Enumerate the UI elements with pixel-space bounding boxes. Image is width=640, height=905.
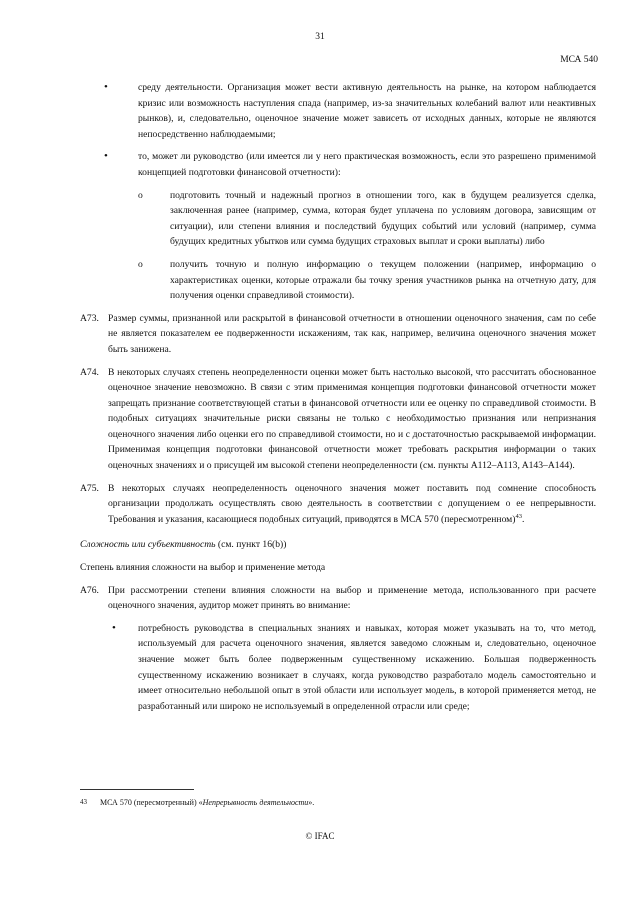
subheading: Степень влияния сложности на выбор и применение метода (80, 562, 326, 574)
footnote-divider (80, 789, 194, 790)
list-item-text: среду деятельности. Организация может вести активную деятельность на рынке, на котором наблюдается кризис или возможность наступления спада (например, из-за значительных колебаний валют или неактивных рынков), и, следовательно, оценочное значение может зависеть от исходных данных, которые не являются непосредственно наблюдаемыми; (138, 82, 596, 140)
footnote-number: 43 (80, 798, 87, 806)
paragraph-number: A74. (80, 366, 99, 378)
paragraph-text (108, 481, 596, 528)
section-heading (80, 537, 596, 553)
footnote-text (100, 798, 314, 807)
footnote (80, 797, 596, 808)
paragraph-a73 (80, 311, 596, 358)
section-heading-ref: (см. пункт 16(b)) (215, 539, 287, 551)
document-code: МСА 540 (560, 55, 598, 65)
section-heading-italic: Сложность или субъективность (80, 539, 216, 551)
footnote-ref[interactable]: 43 (515, 512, 522, 520)
sub-list-item (80, 188, 596, 250)
bullet-icon: • (104, 81, 108, 93)
footnote-text-end: ». (308, 798, 315, 807)
paragraph-text: В некоторых случаях степень неопределенности оценки может быть настолько высокой, что рассчитать обоснованное оценочное значение невозможно. В связи с этим применимая концепция подготовки финансовой отчетности может запрещать признание соответствующей статьи в финансовой отчетности или ее оценку по справедливой стоимости. В подобных ситуациях значительные риски связаны не только с необходимостью признания или непризнания оценочного значения либо оценки его по справедливой стоимости, но и с достаточностью раскрываемой информации. Применимая концепция подготовки финансовой отчетности может требовать раскрытия информации о таких оценочных значениях и о присущей им высокой степени неопределенности (см. пункты A112–A113, A143–A144). (108, 366, 596, 472)
paragraph-a76 (80, 583, 596, 614)
footnote-title: Непрерывность деятельности (202, 798, 309, 807)
list-item (80, 149, 596, 180)
paragraph-a74 (80, 365, 596, 474)
list-item-text: то, может ли руководство (или имеется ли у него практическая возможность, если это разрешено применимой концепцией подготовки финансовой отчетности): (138, 151, 596, 178)
circle-bullet-icon: o (138, 258, 143, 270)
paragraph-number: A75. (80, 482, 99, 494)
paragraph-end: . (521, 513, 525, 525)
page-body (80, 80, 596, 721)
bullet-icon: • (112, 621, 116, 634)
list-item-text: потребность руководства в специальных знаниях и навыках, которая может указывать на то, что метод, используемый для расчета оценочного значения, является заведомо сложным и, следовательно, оценочное значение может быть более подверженным существенному искажению. Большая подверженность существенному искажению возникает в случаях, когда руководство разработало модель самостоятельно и имеет относительно небольшой опыт в этой области или использует модель, в которой применяется метод, не разработанный или широко не используемый в определенной отрасли или среде; (138, 622, 596, 712)
list-item (80, 80, 596, 142)
paragraph-number: A76. (80, 584, 99, 596)
paragraph-body: В некоторых случаях неопределенность оценочного значения может поставить под сомнение способность организации продолжать осуществлять свою деятельность в соответствии с допущением о ее непрерывности. Требования и указания, касающиеся подобных ситуаций, приводятся в МСА 570 (пересмотренном) (108, 482, 596, 525)
paragraph-number: A73. (80, 312, 99, 324)
paragraph-text: Размер суммы, признанной или раскрытой в финансовой отчетности в отношении оценочного значения, сам по себе не является показателем ее подверженности искажениям, так как, например, величина оценочного значения может быть занижена. (108, 312, 596, 355)
bullet-icon: • (104, 150, 108, 163)
list-item (80, 621, 596, 715)
circle-bullet-icon: o (138, 189, 143, 201)
page-footer: © IFAC (305, 831, 335, 841)
sub-list-item-text: получить точную и полную информацию о текущем положении (например, информацию о характеристиках оценки, которые отражали бы точку зрения участников рынка на отчетную дату, для получения оценки справедливой стоимости). (170, 258, 596, 302)
footnote-text-start: МСА 570 (пересмотренный) « (100, 798, 203, 807)
sub-list-item (80, 257, 596, 304)
page-number: 31 (315, 32, 325, 42)
paragraph-a75 (80, 481, 596, 528)
paragraph-text: При рассмотрении степени влияния сложности на выбор и применение метода, использованного при расчете оценочного значения, аудитор может принять во внимание: (108, 584, 596, 612)
sub-list-item-text: подготовить точный и надежный прогноз в отношении того, как в будущем реализуется сделка, заключенная ранее (например, сумма, которая будет уплачена по условиям договора, зависящим от ситуации), или степени влияния и последствий будущих событий или условий (например, сумма будущих кредитных убытков или сумма будущих страховых выплат и сроки выплаты) либо (170, 189, 596, 248)
